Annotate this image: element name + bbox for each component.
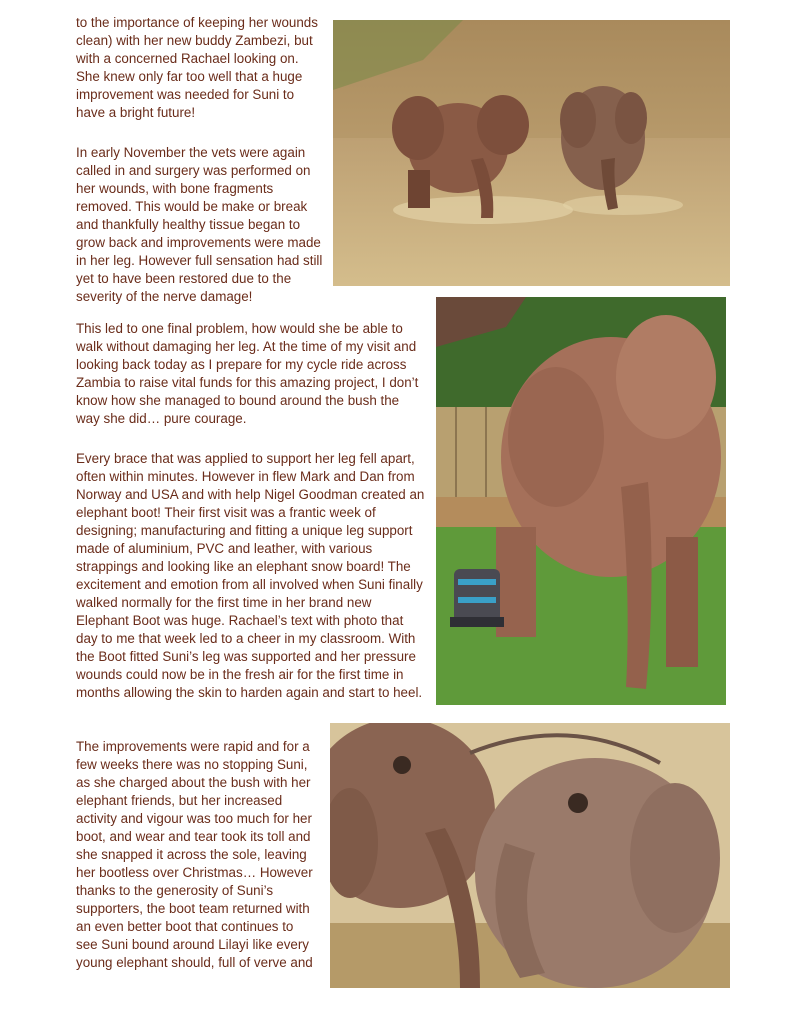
paragraph-3: This led to one final problem, how would she be able to walk without damaging her leg. At the time of my visit and looking back today as I prepare for my cycle ride across Zambia to raise vital funds for this amazing project, I don’t know how she managed to bound around the bush the way she did… pure courage. — [76, 321, 419, 426]
elephant-with-leg-boot-photo — [436, 297, 726, 705]
two-elephants-in-water-photo — [333, 20, 730, 286]
paragraph-1: to the importance of keeping her wounds clean) with her new buddy Zambezi, but with a concerned Rachael looking on. She knew only far too well that a huge improvement was needed for Suni to have a bright future! — [76, 15, 318, 120]
paragraph-4: Every brace that was applied to support her leg fell apart, often within minutes. However in flew Mark and Dan from Norway and USA and with help Nigel Goodman created an elephant boot! Their first visit was a frantic week of designing; manufacturing and fitting a unique leg support made of aluminium, PVC and leather, with various strappings and looking like an elephant snow board! The excitement and emotion from all involved when Suni finally walked normally for the first time in her brand new Elephant Boot was huge. Rachael’s text with photo that day to me that week led to a cheer in my classroom. With the Boot fitted Suni’s leg was supported and her pressure wounds could now be in the fresh air for the first time in months allowing the skin to harden again and start to heel. — [76, 451, 425, 700]
paragraph-2: In early November the vets were again called in and surgery was performed on her wounds, with bone fragments removed. This would be make or break and thankfully healthy tissue began to grow back and improvements were made in her leg. However full sensation had still yet to have been restored due to the severity of the nerve damage! — [76, 145, 323, 304]
two-baby-elephants-closeup-photo — [330, 723, 730, 988]
paragraph-5: The improvements were rapid and for a few weeks there was no stopping Suni, as she charged about the bush with her elephant friends, but her increased activity and vigour was too much for her boot, and wear and tear took its toll and she snapped it across the sole, leaving her bootless over Christmas… However thanks to the generosity of Suni’s supporters, the boot team returned with an even better boot that continues to see Suni bound around Lilayi like every young elephant should, full of verve and — [76, 739, 313, 970]
